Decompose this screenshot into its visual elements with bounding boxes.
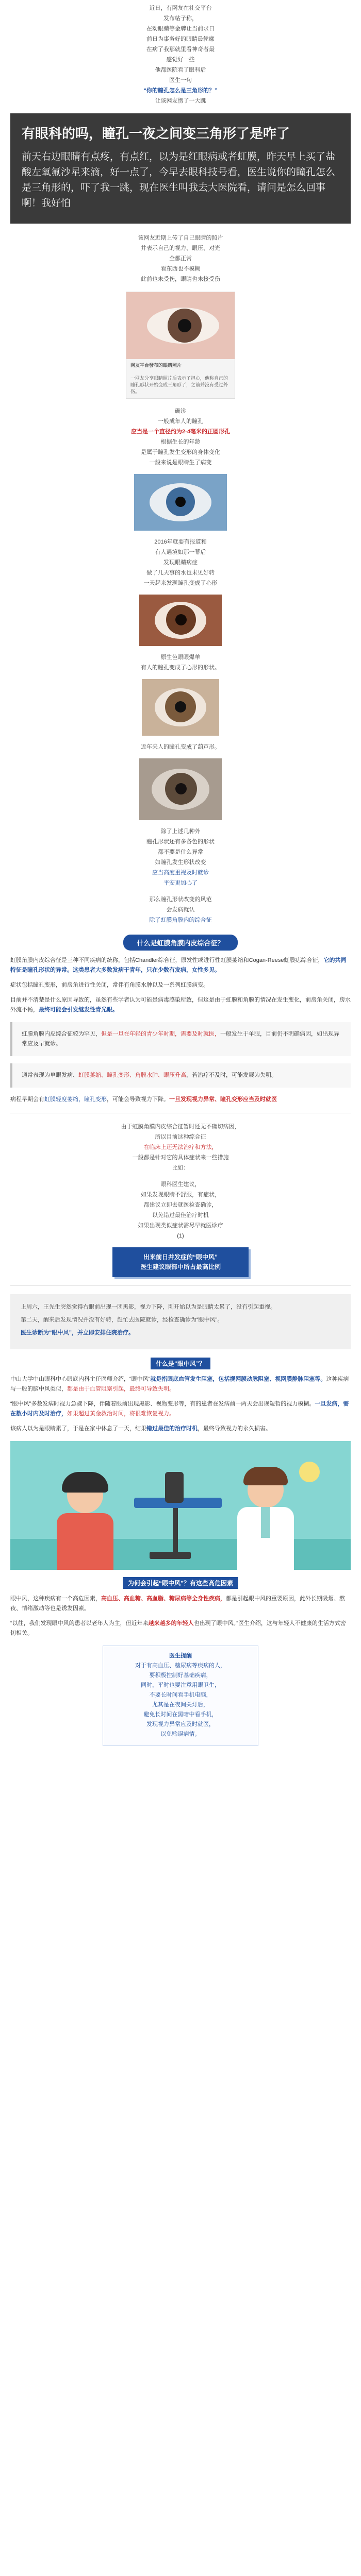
text-line: 该网友近期上传了自己眼睛的照片 xyxy=(138,235,223,241)
paragraph: “以往，我们发现眼中风的患者以老年人为主，但近年来越来越多的年轻人也出现了眼中风。”医生介绍，这与年轻人不健康的生活方式密切相关。 xyxy=(10,1620,346,1636)
intro-highlight: “你的瞳孔怎么是三角形的？” xyxy=(143,88,218,94)
text-line: 比如： xyxy=(172,1165,189,1171)
text-line: 有人的瞳孔变成了心形的形状。 xyxy=(141,665,220,671)
eye-photo-figure xyxy=(126,292,235,399)
text-line-blue: 除了虹膜角膜内的综合征 xyxy=(149,917,212,923)
text-line: 2016年就要有报道和 xyxy=(154,539,207,545)
text-line: 根据生长的年龄 xyxy=(160,439,201,445)
text-line: 有人遇境如那一幕后 xyxy=(155,549,206,555)
paragraph: 病程早期会有虹膜轻度萎缩，瞳孔变形，可能会导致视力下降。一旦发现视力异常、瞳孔变形应当及时就医 xyxy=(10,1096,277,1103)
stroke-title-box: 出来前日并发症的“眼中风” 医生建议眼部中所占最高比例 xyxy=(112,1247,249,1277)
text-line-blue: 应当高度重视及时就诊 xyxy=(152,870,209,876)
text-line: 全都正常 xyxy=(169,256,192,262)
section-heading xyxy=(10,935,351,951)
section-heading xyxy=(10,1577,351,1589)
paragraph: “眼中风”多数发病时视力急骤下降，伴随着眼前出现黑影、视物变形等，有的患者在发病前一两天会出现短暂的视力模糊。一旦发病，需在数小时内及时治疗，如果超过黄金救治时间，将很难恢复视力。 xyxy=(10,1401,349,1417)
section-treatment xyxy=(10,1122,351,1173)
section-heading xyxy=(10,1358,351,1369)
intro-line: 发布帖子称， xyxy=(163,15,198,22)
text-line: 发现眼睛病症 xyxy=(163,560,198,566)
reminder-line: 不要长时间看手机电脑， xyxy=(149,1692,212,1698)
case-highlight: 医生诊断为“眼中风”，并立即安排住院治疗。 xyxy=(21,1330,134,1336)
text-line: 所以目前这种综合征 xyxy=(155,1134,206,1140)
text-line: 一天起来发现瞳孔变成了心形 xyxy=(143,580,218,586)
eye-photo-gourd xyxy=(142,679,219,736)
text-line: 原生色眼眼爆单 xyxy=(160,654,201,660)
eye-photo xyxy=(126,292,235,359)
text-line: 做了几天事的水也未见好转 xyxy=(146,570,215,576)
section-advice xyxy=(10,1179,351,1241)
case-box xyxy=(10,1294,351,1349)
intro-line: 前日为事务好的眼睛最轮廓 xyxy=(146,36,215,42)
case-paragraph: 上周六，王先生突然觉得右眼前出现一团黑影，视力下降，刚开始以为是眼睛太累了，没有引起重视。 xyxy=(21,1304,276,1310)
text-line: 此前也未受伤，眼睛也未接受伤 xyxy=(141,276,220,282)
intro-line: 他都医院看了眼科后 xyxy=(155,67,206,73)
paragraph: 眼中风，这种疾病有一个高危因素，高血压、高血糖、高血脂、糖尿病等全身性疾病，都是引起眼中风的重要原因，此外长期吸烟、熬夜、情绪激动等也是诱发因素。 xyxy=(10,1596,345,1612)
text-line: 由于虹膜角膜内皮综合征暂时还无不确切病因， xyxy=(121,1124,240,1130)
intro-line: 感觉好一些 xyxy=(166,57,195,63)
text-line: 会发病就认 xyxy=(166,907,195,913)
section-gourd xyxy=(10,742,351,752)
text-line: 如瞳孔发生形状改变 xyxy=(155,859,206,866)
text-line: 近年来人的瞳孔变成了葫芦形。 xyxy=(141,744,220,750)
eye-exam-illustration xyxy=(10,1441,351,1570)
figure-subcaption: 一网友分享眼睛照片后表示了担心，他称自己的瞳孔形状开始变成三角形了，之前并没有受过外伤。 xyxy=(130,376,228,394)
paragraph: 目前并不清楚是什么原因导致的，虽然有些学者认为可能是病毒感染所致，但这是由于虹膜和角膜的情况在发生变化，前房角关闭，房水外流不畅，最终可能会引发继发性青光眼。 xyxy=(10,997,351,1013)
eye-photo-blue xyxy=(134,474,227,531)
section-2016 xyxy=(10,537,351,588)
section-tag: 什么是“眼中风”？ xyxy=(151,1358,210,1369)
text-line: 一般来说是眼睛生了病变 xyxy=(149,460,212,466)
paragraph: 中山大学中山眼科中心眼底内科主任医师介绍，“眼中风”就是指眼底血管发生阻塞，包括视网膜动脉阻塞、视网膜静脉阻塞等。这种疾病与一般的脑中风类似，都是由于血管阻塞引起，最终可导致失明。 xyxy=(10,1376,349,1392)
text-line: 如果出现类似症状需尽早就医诊疗 xyxy=(138,1223,223,1229)
text-line: 是属于瞳孔发生变形的身体变化 xyxy=(141,449,220,455)
reminder-title: 医生提醒 xyxy=(169,1653,192,1659)
section-tag: 为何会引起“眼中风”？有这些高危因素 xyxy=(123,1577,238,1589)
text-line: 都建议立即去就医检查确诊， xyxy=(143,1202,218,1208)
intro-line: 近日，有网友在社交平台 xyxy=(149,5,212,11)
reminder-line: 以免贻误病情。 xyxy=(160,1731,201,1737)
section-heart xyxy=(10,652,351,673)
text-line: 都不要是什么异常 xyxy=(158,849,203,855)
banner-body: 前天右边眼睛有点疼，有点红，以为是红眼病或者虹膜，昨天早上买了盐酸左氧氟沙星来滴，好一点了，今早去眼科技号看，医生说你的瞳孔怎么是三角形的，吓了我一跳，现在医生叫我去大医院看，请问是怎么回事啊！我好怕 xyxy=(22,151,336,209)
banner-question: 有眼科的吗，瞳孔一夜之间变三角形了是咋了 xyxy=(22,126,290,141)
reminder-line: 尤其是在夜间关灯后， xyxy=(152,1702,209,1708)
reminder-line: 同时，平时也要注意用眼卫生， xyxy=(141,1682,220,1688)
question-banner xyxy=(10,113,351,224)
section-photo-intro xyxy=(10,233,351,284)
text-line: 如果发现眼睛不舒服，有症状， xyxy=(141,1192,220,1198)
doctor-reminder-box xyxy=(103,1646,258,1746)
text-line-red: 应当是一个直径约为2-4毫米的正圆形孔 xyxy=(131,429,230,435)
section-diagnosis xyxy=(10,406,351,468)
reminder-line: 对于有高血压、糖尿病等疾病的人， xyxy=(135,1663,226,1669)
text-line: 那么瞳孔形状改变的风范 xyxy=(149,896,212,903)
text-line: 眼科医生建议， xyxy=(160,1181,201,1188)
text-line-blue: 平安更加心了 xyxy=(163,880,198,886)
section-pill: 什么是虹膜角膜内皮综合征？ xyxy=(123,935,237,951)
paragraph: 虹膜角膜内皮综合征是三种不同疾病的统称，包括Chandler综合征，原发性或进行性虹膜萎缩和Cogan-Reese虹膜痣综合征，它的共同特征是瞳孔形状的异常。这类患者大多数发病于青年，只在少数有发病，女性多见。 xyxy=(10,957,347,973)
note-card: 通常表现为单眼发病、虹膜萎缩、瞳孔变形、角膜水肿、眼压升高，若治疗不及时，可能发展为失明。 xyxy=(10,1063,351,1088)
text-line: 并表示自己的视力、眼压、对光 xyxy=(141,245,220,251)
reminder-line: 发现视力异常应及时就医， xyxy=(146,1721,215,1727)
text-line-red: 在临床上还无法治疗和方法， xyxy=(143,1144,218,1150)
intro-line: 在病了我那就里看神奇者最 xyxy=(146,46,215,53)
eye-photo-heart xyxy=(139,595,222,646)
text-line: (1) xyxy=(177,1233,184,1239)
text-line: 一般成年人的瞳孔 xyxy=(158,418,203,425)
eye-photo-other xyxy=(139,758,222,820)
figure-caption: 网友平台發布的眼睛照片 xyxy=(130,363,182,368)
text-line: 瞳孔形状还有多各色的形状 xyxy=(146,839,215,845)
intro-line: 医生一句 xyxy=(169,77,192,83)
case-paragraph: 第二天，醒来后发现情况并没有好转，赶忙去医院就诊，经检查确诊为“眼中风”。 xyxy=(21,1317,223,1323)
intro-line: 让该网友愣了一大跳 xyxy=(155,98,206,104)
section-shapes xyxy=(10,826,351,888)
text-line: 看东西也不模糊 xyxy=(160,266,201,272)
reminder-line: 要积极控制好基础疾病， xyxy=(149,1672,212,1679)
text-line: 以免错过最佳治疗时机 xyxy=(152,1212,209,1218)
text-line: 除了上述几种外 xyxy=(160,828,201,835)
intro-text xyxy=(10,0,351,106)
text-line: 一般都是针对它的具体症状来一些措施 xyxy=(132,1155,229,1161)
text-line: 确诊 xyxy=(175,408,186,414)
section-cause xyxy=(10,894,351,925)
divider xyxy=(10,1285,351,1286)
reminder-line: 避免长时间在黑暗中看手机， xyxy=(143,1711,218,1718)
intro-line: 在动眼睛等金牌让当前求日 xyxy=(146,26,215,32)
paragraph: 该病人以为是眼睛累了，于是在家中休息了一天，结果错过最佳的治疗时机，最终导致视力的永久损害。 xyxy=(10,1426,271,1432)
paragraph: 症状包括瞳孔变形，前房角进行性关闭，常伴有角膜水肿以及一系列虹膜病变。 xyxy=(10,982,209,988)
note-card: 虹膜角膜内皮综合征较为罕见，但是一旦在年轻的青少年时期，需要及时就医，一般发生于单眼，目前仍不明确病因，如出现异常应及早就诊。 xyxy=(10,1022,351,1056)
